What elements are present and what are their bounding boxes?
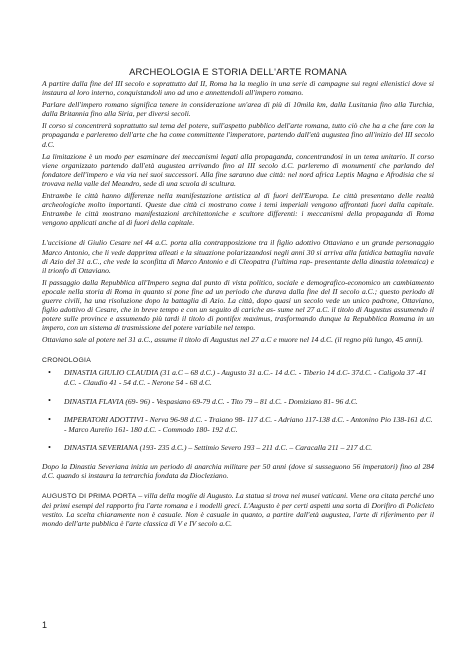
intro-paragraph-1: A partire dalla fine del III secolo e soprattutto dal II, Roma ha la meglio in una serie di campagne sui regni ellenistici dove si instaura al loro interno, conquistandoli uno ad uno e annettendoli all'impero romano. [42, 79, 434, 98]
dynasty-text: DINASTIA FLAVIA (69- 96) - Vespasiano 69-79 d.C. - Tito 79 – 81 d.C. - Domiziano 81- 96 d.C. [64, 396, 358, 406]
intro-paragraph-5: Entrambe le città hanno differenze nella manifestazione artistica al di fuori dell'Europa. Le città presentano delle realtà archeologiche molto importanti. Queste due città ci mostrano come i temi imperiali vengono affrontati fuori dalla capitale. Entrambe le città mostrano manifestazioni architettoniche e scultore differenti: i meccanismi della propaganda di Roma vengono applicati anche al di fuori della capitale. [42, 191, 434, 228]
history-paragraph-1: L'uccisione di Giulio Cesare nel 44 a.C. porta alla contrapposizione tra il figlio adottivo Ottaviano e un grande personaggio Marco Antonio, che li vede dapprima alleati e la situazione polarizzandosi negli anni 30 si arriva alla fatidica battaglia navale di Azio del 31 a.C., che vede la sconfitta di Marco Antonio e di Cleopatra (l'ultima rap- presentante della dinastia tolemaica) e il trionfo di Ottaviano. [42, 238, 434, 275]
augusto-paragraph [42, 491, 434, 528]
history-paragraph-2: Il passaggio dalla Repubblica all'Impero segna dal punto di vista politico, sociale e demografico-economico un cambiamento epocale nella storia di Roma in quanto si pone fine ad un periodo che durava dalla fine del II secolo a.C.; questo periodo di guerre civili, ha una risoluzione dopo la battaglia di Azio. La città, dopo quasi un secolo vede un unico padrone, Ottaviano, figlio adottivo di Cesare, che in breve tempo e con un seguito di cariche as- sume nel 27 a.C. il titolo di Augustus assumendo il potere sulle province e assumendo più tardi il titolo di pontifex maximus, trasformando dunque la Repubblica Romana in un impero, con un sistema di trasmissione del potere variabile nel tempo. [42, 277, 434, 333]
dynasty-item [42, 415, 434, 434]
intro-paragraph-2: Parlare dell'impero romano significa tenere in considerazione un'area di più di 10mila km, dalla Lusitania fino alla Turchia, dalla Britannia fino alla Siria, per diversi secoli. [42, 100, 434, 119]
after-dynasties-paragraph: Dopo la Dinastia Severiana inizia un periodo di anarchia militare per 50 anni (dove si susseguono 56 imperatori) fino al 284 d.C. quando si instaura la tetrarchia fondata da Diocleziano. [42, 462, 434, 481]
document-title: ARCHEOLOGIA E STORIA DELL'ARTE ROMANA [129, 66, 347, 77]
dynasty-text: DINASTIA GIULIO CLAUDIA (31 a.C – 68 d.C.) - Augusto 31 a.C.- 14 d.C. - Tiberio 14 d.C- 37d.C. - Caligola 37 -41 d.C. - Claudio 41 - 54 d.C. - Nerone 54 - 68 d.C. [64, 368, 427, 388]
dynasty-item [42, 368, 434, 387]
dynasty-text: IMPERATORI ADOTTIVI - Nerva 96-98 d.C. - Traiano 98- 117 d.C. - Adriano 117-138 d.C. - Antonino Pio 138-161 d.C. - Marco Aurelio 161- 180 d.C. - Commodo 180- 192 d.C. [64, 415, 433, 434]
spacer [42, 347, 434, 355]
spacer [42, 483, 434, 491]
page-number: 1 [42, 620, 48, 630]
augusto-text: – villa della moglie di Augusto. La statua si trova nei musei vaticani. Viene ora citata perché uno dei primi esempi del rapporto fra l'arte romana e i modelli greci. L'Augusto è per certi aspetti una sorta di Dorifiro di Policleto vestito. La scelta chiaramente non è casuale. Non è casuale in quanto, a partire dall'età augustea, l'arte di riferimento per il mondo dell'arte pubblica è l'arte classica di V e IV secolo a.C. [42, 491, 434, 529]
bullet-icon: • [48, 366, 51, 377]
dynasty-text: DINASTIA SEVERIANA (193- 235 d.C.) – Settimio Severo 193 – 211 d.C. – Caracalla 211 – 217 d.C. [64, 443, 373, 453]
history-paragraph-3: Ottaviano sale al potere nel 31 a.C., assume il titolo di Augustus nel 27 a.C e muore nel 14 d.C. (il regno più lungo, 45 anni). [42, 335, 423, 345]
dynasty-item [42, 397, 434, 407]
bullet-icon: • [48, 395, 51, 406]
augusto-label: AUGUSTO DI PRIMA PORTA [42, 493, 137, 501]
intro-paragraph-3: Il corso si concentrerà soprattutto sul tema del potere, sull'aspetto pubblico dell'arte romana, tutto ciò che ha a che fare con la propaganda e parleremo dell'arte che ha come committente l'imperatore, partendo dall'età augustea fino all'inizio del III secolo d.C. [42, 121, 434, 149]
dynasty-list [42, 368, 434, 453]
cronologia-heading: CRONOLOGIA [42, 357, 92, 365]
dynasty-item [42, 443, 434, 453]
bullet-icon: • [48, 441, 51, 452]
bullet-icon: • [48, 413, 51, 424]
spacer [42, 230, 434, 238]
intro-paragraph-4: La limitazione è un modo per esaminare dei meccanismi legati alla propaganda, concentrandosi in un tema unitario. Il corso viene organizzato partendo dall'età augustea arrivando fino al III secolo d.C. parleremo di monumenti che parlando del fondatore dell'impero e via via nei suoi successori. Alla fine saranno due città: nel nord africa Leptis Magna e Afrodisia che si trovava nella valle del Meandro, sede di una scuola di scultura. [42, 151, 434, 188]
